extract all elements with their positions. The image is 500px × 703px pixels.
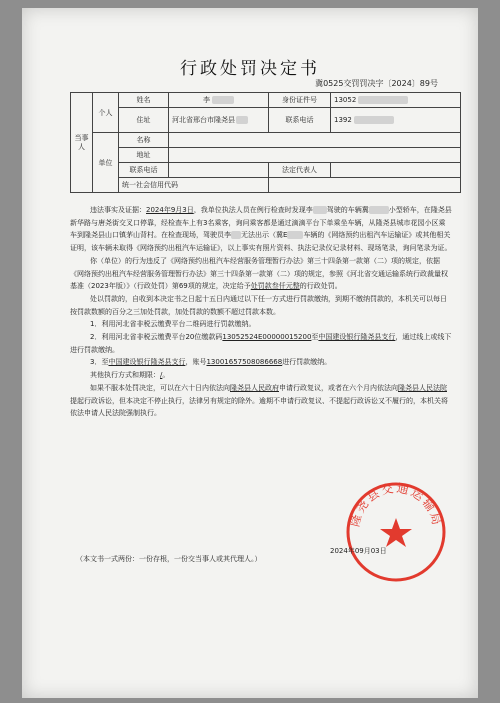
document-number: 冀0525交罚罚决字〔2024〕89号 <box>315 79 438 88</box>
unit-phone-label: 联系电话 <box>119 163 169 178</box>
address-label: 住址 <box>119 108 169 133</box>
facts-paragraph: 违法事实及证据：2024年9月3日，我单位执法人员在例行检查时发现李 驾驶的车辆冀 小型轿车，在隆尧县新华路与唐尧街交叉口停靠，经检查车上有3名乘客，询问乘客都是通过滴滴平台下单乘坐车辆，从隆尧县城市花园小区乘车到隆尧县山口镇茅山背村。在检查现场，驾驶员李 无法出示（冀E 车辆的《网络预约出租汽车运输证》或其他相关证明，该车辆未取得《网络预约出租汽车运输证》，以上事实有照片资料、执法记录仪记录材料、现场笔录，询问笔录为证。 <box>70 206 452 253</box>
seal-text: 隆尧县交通运输局 <box>347 480 445 529</box>
seal-star <box>380 518 412 547</box>
name-label: 姓名 <box>119 93 169 108</box>
payment-paragraph: 处以罚款的，自收到本决定书之日起十五日内通过以下任一方式进行罚款缴纳，到期不缴纳罚款的，本机关可以每日按罚款数额的百分之三加处罚款，加处罚款的数额不超过罚款本数。 <box>70 294 447 316</box>
payment-method-1: 1．利用河北省非税云缴费平台二维码进行罚款缴纳。 <box>90 320 256 329</box>
person-label: 个人 <box>93 93 119 133</box>
party-label: 当事人 <box>71 93 93 193</box>
redaction-mark <box>236 116 248 124</box>
credit-code-value <box>269 178 461 193</box>
redaction-mark <box>354 116 394 124</box>
issue-date: 2024年09月03日 <box>330 547 387 555</box>
appeal-paragraph: 如果不服本处罚决定，可以在六十日内依法向隆尧县人民政府申请行政复议，或者在六个月内依法向隆尧县人民法院提起行政诉讼，但本决定不停止执行，法律另有规定的除外。逾期不申请行政复议、不提起行政诉讼又不履行的，本机关将依法申请人民法院强制执行。 <box>70 383 448 418</box>
unit-label: 单位 <box>93 133 119 193</box>
document-title: 行政处罚决定书 <box>180 59 320 79</box>
id-value: 13052 <box>331 93 461 108</box>
official-seal-icon <box>344 480 448 584</box>
footnote: （本文书一式两份：一份存根，一份交当事人或其代理人。） <box>76 555 262 563</box>
party-info-table <box>70 92 461 193</box>
redaction-mark <box>358 96 408 104</box>
redaction-mark <box>212 96 234 104</box>
redaction-mark <box>313 206 327 214</box>
redaction-mark <box>231 231 241 239</box>
unit-address-label: 地址 <box>119 148 169 163</box>
payment-method-2: 2．利用河北省非税云缴费平台20位缴款码13052524E00000015200至中国建设银行隆尧县支行，通过线上或线下进行罚款缴纳。 <box>70 333 452 354</box>
unit-address-value <box>169 148 461 163</box>
contact-label: 联系电话 <box>269 108 331 133</box>
violation-paragraph: 你（单位）的行为违反了《网络预约出租汽车经营服务管理暂行办法》第三十四条第一款第（二）项的规定，依据《网络预约出租汽车经营服务管理暂行办法》第三十四条第一款第（二）项的规定，参照《河北省交通运输系统行政裁量权基准（2023年版）》（行政处罚）第69项的规定，决定给予处罚款叁仟元整的行政处罚。 <box>70 256 448 291</box>
payment-method-3: 3．至中国建设银行隆尧县支行，账号13001657508086668进行罚款缴纳。 <box>90 358 332 367</box>
legal-rep-label: 法定代表人 <box>269 163 331 178</box>
redaction-mark <box>287 231 303 239</box>
contact-value: 1392 <box>331 108 461 133</box>
document-page <box>22 8 478 698</box>
unit-phone-value <box>169 163 269 178</box>
unit-name-value <box>169 133 461 148</box>
redaction-mark <box>369 206 389 214</box>
address-value: 河北省邢台市隆尧县 <box>169 108 269 133</box>
name-value: 李 <box>169 93 269 108</box>
unit-name-label: 名称 <box>119 133 169 148</box>
decision-body <box>70 204 452 420</box>
legal-rep-value <box>331 163 461 178</box>
other-execution-paragraph: 其他执行方式和期限：/。 <box>90 371 170 380</box>
id-label: 身份证件号 <box>269 93 331 108</box>
credit-code-label: 统一社会信用代码 <box>119 178 269 193</box>
